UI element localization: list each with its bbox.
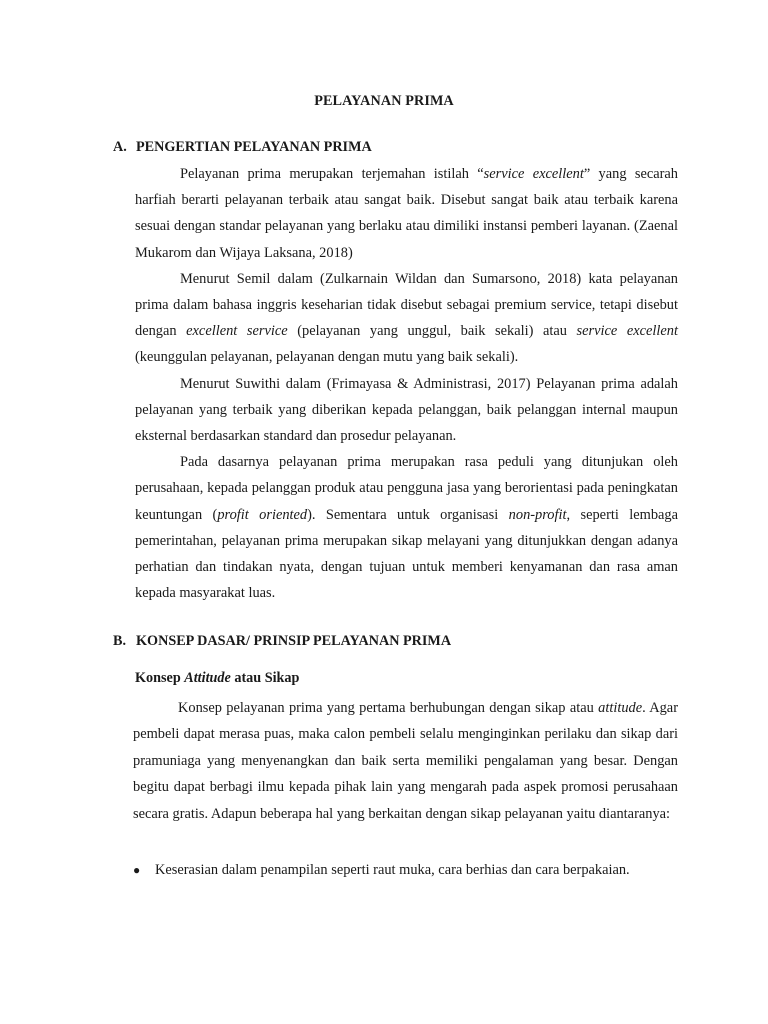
text-run: Konsep pelayanan prima yang pertama berhubungan dengan sikap atau [178, 700, 599, 716]
bullet-icon: ● [133, 863, 141, 877]
italic-text: profit oriented [217, 506, 308, 523]
section-b-heading [113, 633, 451, 650]
bullet-list [133, 858, 678, 882]
text-run: , seperti lembaga pemerintahan, pelayanan prima merupakan sikap melayani yang ditunjukkan dengan adanya perhatian dan tindakan nyata, dengan tujuan untuk memberi kenyamanan dan rasa aman kepada masyarakat luas. [135, 506, 678, 602]
section-b-letter: B. [113, 633, 127, 649]
text-run: ). Sementara untuk organisasi [307, 506, 509, 523]
subheading-text-end: atau Sikap [230, 670, 300, 686]
section-a-heading [113, 139, 372, 156]
section-b-body [133, 695, 678, 827]
italic-text: excellent service [186, 323, 288, 340]
paragraph [133, 695, 678, 827]
text-run: . Agar pembeli dapat merasa puas, maka calon pembeli selalu menginginkan perilaku dan sikap dari pramuniaga yang menyenangkan dan baik serta memiliki pengalaman yang besar. Dengan begitu dapat berbagi ilmu kepada pihak lain yang mengarah pada aspek promosi perusahaan secara gratis. Adapun beberapa hal yang berkaitan dengan sikap pelayanan yaitu diantaranya: [133, 700, 678, 822]
text-run: (pelayanan yang unggul, baik sekali) atau [287, 323, 577, 340]
section-b-title: KONSEP DASAR/ PRINSIP PELAYANAN PRIMA [136, 633, 452, 649]
document-title: PELAYANAN PRIMA [314, 93, 454, 109]
paragraph [135, 449, 678, 606]
section-a-body [135, 161, 678, 606]
section-a-letter: A. [113, 139, 127, 155]
italic-text: attitude [598, 700, 643, 716]
subheading-text: Konsep [135, 670, 185, 686]
text-run: ” yang secarah harfiah berarti pelayanan terbaik atau sangat baik. Disebut sangat baik atau terbaik karena sesuai dengan standar pelayanan yang berlaku atau dimiliki instansi pemberi layanan. (Zaenal Mukarom dan Wijaya Laksana, 2018) [135, 166, 678, 261]
text-run: Pelayanan prima merupakan terjemahan istilah “ [180, 166, 484, 182]
paragraph [135, 371, 678, 450]
text-run: Menurut Suwithi dalam (Frimayasa & Administrasi, 2017) Pelayanan prima adalah pelayanan yang terbaik yang diberikan kepada pelanggan, baik pelanggan internal maupun eksternal berdasarkan standard dan prosedur pelayanan. [135, 375, 678, 445]
italic-text: service excellent [483, 166, 584, 182]
text-run: (keunggulan pelayanan, pelayanan dengan mutu yang baik sekali). [135, 349, 519, 366]
paragraph [135, 161, 678, 266]
italic-text: non-profit [508, 506, 567, 523]
list-item-text: Keserasian dalam penampilan seperti raut muka, cara berhias dan cara berpakaian. [155, 862, 630, 878]
list-item [133, 858, 678, 882]
subheading-italic: Attitude [184, 670, 231, 686]
text-run: Pada dasarnya pelayanan prima merupakan rasa peduli yang ditunjukan oleh perusahaan, kepada pelanggan produk atau pengguna jasa yang berorientasi pada peningkatan keuntungan ( [135, 454, 678, 523]
text-run: Menurut Semil dalam (Zulkarnain Wildan dan Sumarsono, 2018) kata pelayanan prima dalam bahasa inggris keseharian tidak disebut sebagai premium service, tetapi disebut dengan [135, 270, 678, 340]
subsection-heading [135, 670, 299, 687]
paragraph [135, 266, 678, 371]
italic-text: service excellent [576, 323, 678, 340]
section-a-title: PENGERTIAN PELAYANAN PRIMA [136, 139, 372, 155]
